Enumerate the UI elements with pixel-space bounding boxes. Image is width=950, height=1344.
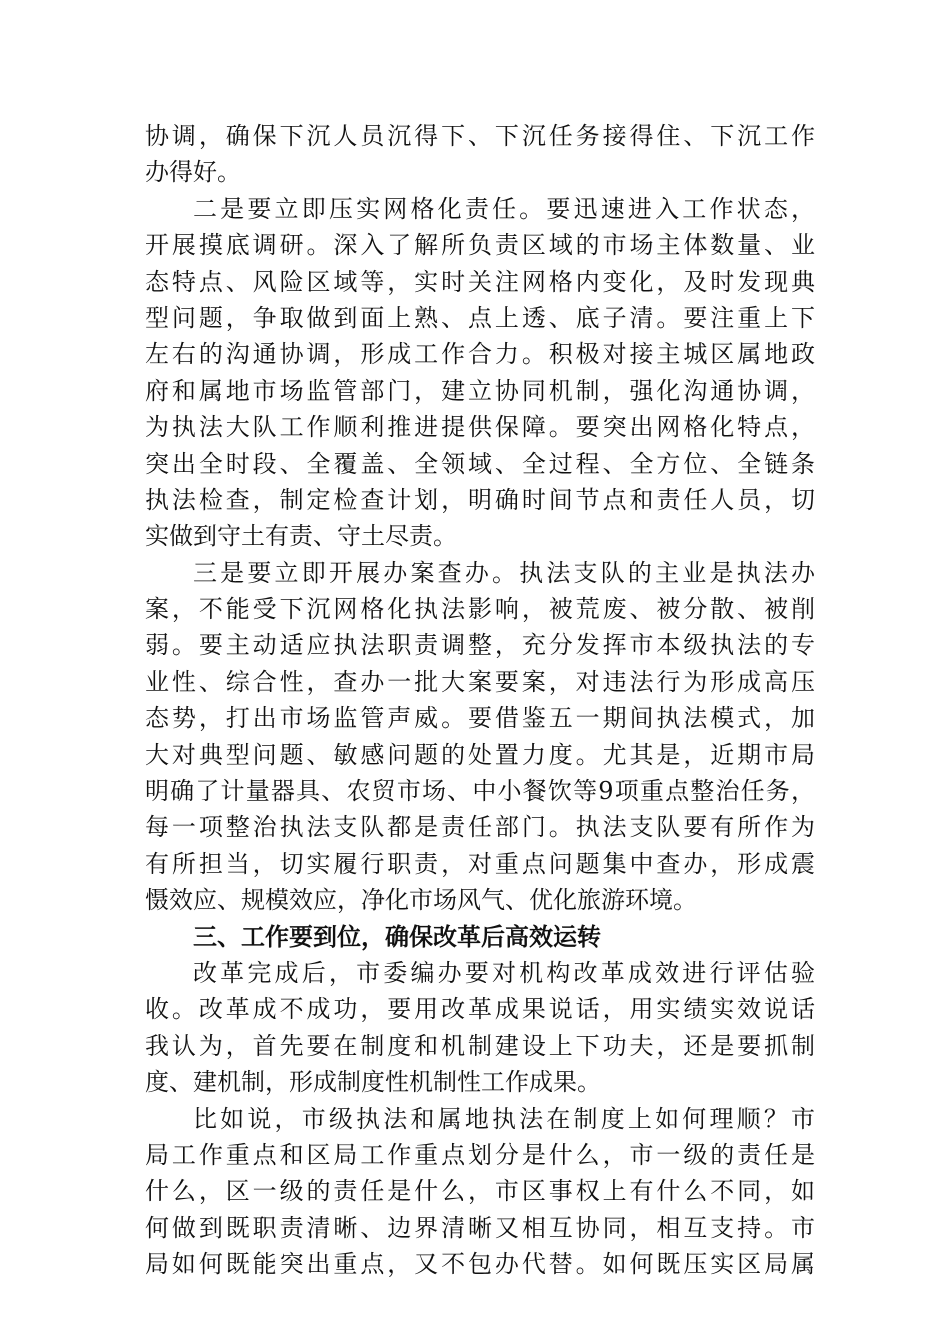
text-line: 为执法大队工作顺利推进提供保障。要突出网格化特点， <box>145 413 815 442</box>
text-line: 案，不能受下沉网格化执法影响，被荒废、被分散、被削 <box>145 595 815 624</box>
text-line: 态特点、风险区域等，实时关注网格内变化，及时发现典 <box>145 267 815 296</box>
text-line: 度、建机制，形成制度性机制性工作成果。 <box>145 1068 601 1097</box>
text-line: 突出全时段、全覆盖、全领域、全过程、全方位、全链条 <box>145 449 815 478</box>
text-line: 型问题，争取做到面上熟、点上透、底子清。要注重上下 <box>145 303 815 332</box>
text-line: 大对典型问题、敏感问题的处置力度。尤其是，近期市局 <box>145 740 815 769</box>
text-line: 何做到既职责清晰、边界清晰又相互协同，相互支持。市 <box>145 1213 815 1242</box>
document-page <box>145 118 815 1283</box>
text-line: 协调，确保下沉人员沉得下、下沉任务接得住、下沉工作 <box>145 122 815 150</box>
text-line: 收。改革成不成功，要用改革成果说话，用实绩实效说话 <box>145 995 815 1024</box>
text-line: 明确了计量器具、农贸市场、中小餐饮等9项重点整治任务， <box>145 777 815 806</box>
text-line: 态势，打出市场监管声威。要借鉴五一期间执法模式，加 <box>145 704 815 733</box>
text-line: 左右的沟通协调，形成工作合力。积极对接主城区属地政 <box>145 340 815 369</box>
text-line: 局工作重点和区局工作重点划分是什么，市一级的责任是 <box>145 1140 815 1169</box>
text-line: 执法检查，制定检查计划，明确时间节点和责任人员，切 <box>145 485 815 514</box>
text-line: 实做到守土有责、守土尽责。 <box>145 522 457 551</box>
text-line: 慑效应、规模效应，净化市场风气、优化旅游环境。 <box>145 886 697 915</box>
text-line: 办得好。 <box>145 158 241 187</box>
text-line: 我认为，首先要在制度和机制建设上下功夫，还是要抓制 <box>145 1031 815 1060</box>
text-line: 府和属地市场监管部门，建立协同机制，强化沟通协调， <box>145 376 815 405</box>
text-line: 改革完成后，市委编办要对机构改革成效进行评估验 <box>193 958 815 987</box>
text-line: 每一项整治执法支队都是责任部门。执法支队要有所作为 <box>145 813 815 842</box>
text-line: 二是要立即压实网格化责任。要迅速进入工作状态， <box>193 194 815 223</box>
text-line: 有所担当，切实履行职责，对重点问题集中查办，形成震 <box>145 849 815 878</box>
text-line: 弱。要主动适应执法职责调整，充分发挥市本级执法的专 <box>145 631 815 660</box>
text-line: 业性、综合性，查办一批大案要案，对违法行为形成高压 <box>145 667 815 696</box>
text-line: 开展摸底调研。深入了解所负责区域的市场主体数量、业 <box>145 231 815 260</box>
text-line: 局如何既能突出重点，又不包办代替。如何既压实区局属 <box>145 1250 815 1279</box>
section-heading: 三、工作要到位，确保改革后高效运转 <box>193 922 601 951</box>
text-line: 什么，区一级的责任是什么，市区事权上有什么不同，如 <box>145 1177 815 1206</box>
text-line: 比如说，市级执法和属地执法在制度上如何理顺？市 <box>193 1104 815 1133</box>
text-line: 三是要立即开展办案查办。执法支队的主业是执法办 <box>193 558 815 587</box>
